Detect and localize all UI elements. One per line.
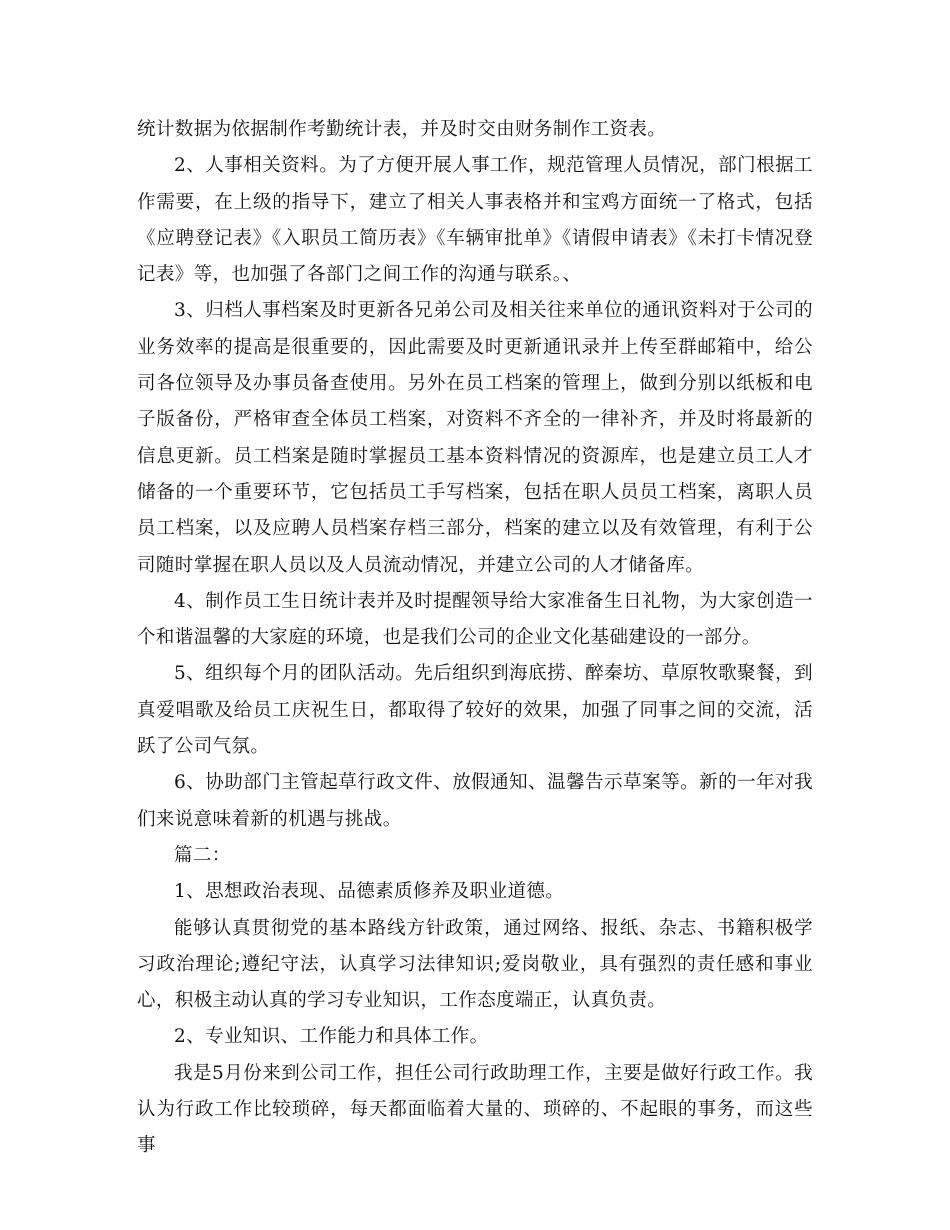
paragraph-10: 2、专业知识、工作能力和具体工作。 (174, 1026, 489, 1048)
paragraph-4: 4、制作员工生日统计表并及时提醒领导给大家准备生日礼物，为大家创造一个和谐温馨的大家庭的环境，也是我们公司的企业文化基础建设的一部分。 (137, 590, 813, 649)
paragraph-11: 我是5月份来到公司工作，担任公司行政助理工作，主要是做好行政工作。我认为行政工作比较琐碎，每天都面临着大量的、琐碎的、不起眼的事务，而这些事 (137, 1062, 813, 1157)
paragraph-1: 统计数据为依据制作考勤统计表，并及时交由财务制作工资表。 (137, 119, 667, 140)
paragraph-2: 2、人事相关资料。为了方便开展人事工作，规范管理人员情况，部门根据工作需要，在上级的指导下，建立了相关人事表格并和宝鸡方面统一了格式，包括《应聘登记表》《入职员工简历表》《车辆审批单》《请假申请表》《未打卡情况登记表》等，也加强了各部门之间工作的沟通与联系。、 (137, 155, 813, 286)
paragraph-5: 5、组织每个月的团队活动。先后组织到海底捞、醉秦坊、草原牧歌聚餐，到真爱唱歌及给员工庆祝生日，都取得了较好的效果，加强了同事之间的交流，活跃了公司气氛。 (137, 663, 813, 758)
paragraph-6: 6、协助部门主管起草行政文件、放假通知、温馨告示草案等。新的一年对我们来说意味着新的机遇与挑战。 (137, 772, 813, 830)
section-heading: 篇二： (174, 844, 231, 866)
document-body (137, 112, 813, 1165)
paragraph-9: 能够认真贯彻党的基本路线方针政策，通过网络、报纸、杂志、书籍积极学习政治理论;遵纪守法，认真学习法律知识;爱岗敬业，具有强烈的责任感和事业心，积极主动认真的学习专业知识，工作态度端正，认真负责。 (137, 917, 813, 1012)
paragraph-3: 3、归档人事档案及时更新各兄弟公司及相关往来单位的通讯资料对于公司的业务效率的提高是很重要的，因此需要及时更新通讯录并上传至群邮箱中，给公司各位领导及办事员备查使用。另外在员工档案的管理上，做到分别以纸板和电子版备份，严格审查全体员工档案，对资料不齐全的一律补齐，并及时将最新的信息更新。员工档案是随时掌握员工基本资料情况的资源库，也是建立员工人才储备的一个重要环节，它包括员工手写档案，包括在职人员员工档案，离职人员员工档案，以及应聘人员档案存档三部分，档案的建立以及有效管理，有利于公司随时掌握在职人员以及人员流动情况，并建立公司的人才储备库。 (137, 300, 813, 576)
paragraph-8: 1、思想政治表现、品德素质修养及职业道德。 (174, 881, 565, 903)
